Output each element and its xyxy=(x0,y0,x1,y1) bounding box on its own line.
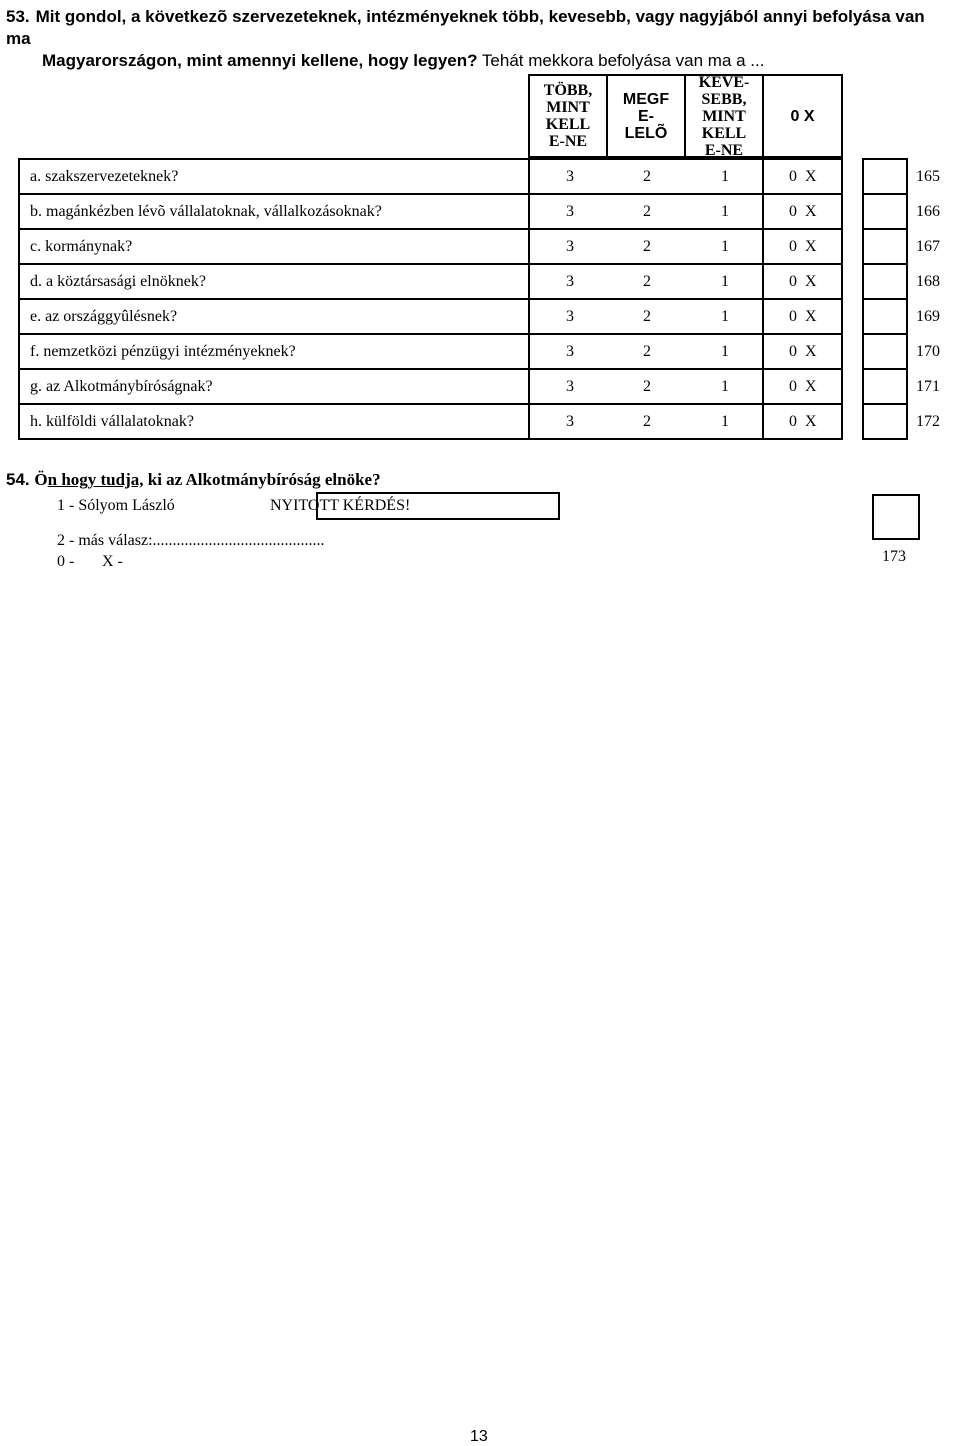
question-54-title xyxy=(6,470,381,490)
answer-codes xyxy=(530,335,841,370)
option-0[interactable]: 0 - xyxy=(57,553,75,570)
question-53-table xyxy=(18,158,843,440)
question-number: 53. xyxy=(6,7,30,26)
variable-number: 169 xyxy=(916,308,940,325)
answer-codes xyxy=(530,405,841,440)
option-2[interactable]: 2 - más válasz:........................................... xyxy=(57,532,325,549)
coding-box-divider xyxy=(864,263,906,265)
option-x[interactable]: X - xyxy=(102,553,123,570)
code-1[interactable]: 1 xyxy=(721,273,729,290)
code-1[interactable]: 1 xyxy=(721,203,729,220)
code-0x[interactable]: 0 X xyxy=(789,168,817,185)
answer-codes xyxy=(530,265,841,300)
answer-codes xyxy=(530,230,841,265)
row-label: d. a köztársasági elnöknek? xyxy=(30,273,206,290)
row-label: a. szakszervezeteknek? xyxy=(30,168,179,185)
question-text-start: Ö xyxy=(34,470,48,489)
question-number: 54. xyxy=(6,470,30,489)
code-1[interactable]: 1 xyxy=(721,413,729,430)
row-label: h. külföldi vállalatoknak? xyxy=(30,413,194,430)
code-3[interactable]: 3 xyxy=(566,203,574,220)
variable-number: 173 xyxy=(882,548,906,565)
coding-box-divider xyxy=(864,193,906,195)
variable-number: 170 xyxy=(916,343,940,360)
code-3[interactable]: 3 xyxy=(566,343,574,360)
table-row xyxy=(20,405,841,440)
code-0x[interactable]: 0 X xyxy=(789,273,817,290)
table-row xyxy=(20,370,841,405)
code-2[interactable]: 2 xyxy=(643,273,651,290)
code-0x[interactable]: 0 X xyxy=(789,378,817,395)
code-1[interactable]: 1 xyxy=(721,378,729,395)
row-label: g. az Alkotmánybíróságnak? xyxy=(30,378,213,395)
question-text-underlined: n hogy tudja, xyxy=(47,470,144,489)
answer-codes xyxy=(530,370,841,405)
row-label: e. az országgyûlésnek? xyxy=(30,308,178,325)
table-row xyxy=(20,195,841,230)
coding-boxes-column xyxy=(862,158,908,440)
code-2[interactable]: 2 xyxy=(643,168,651,185)
code-2[interactable]: 2 xyxy=(643,308,651,325)
code-0x[interactable]: 0 X xyxy=(789,203,817,220)
table-row xyxy=(20,160,841,195)
table-row xyxy=(20,265,841,300)
variable-number: 171 xyxy=(916,378,940,395)
header-more-than-should: TÖBB, MINT KELL E-NE xyxy=(528,74,608,158)
code-2[interactable]: 2 xyxy=(643,203,651,220)
code-1[interactable]: 1 xyxy=(721,343,729,360)
question-53-title xyxy=(6,6,951,72)
code-1[interactable]: 1 xyxy=(721,238,729,255)
code-3[interactable]: 3 xyxy=(566,378,574,395)
answer-codes xyxy=(530,195,841,230)
table-row xyxy=(20,230,841,265)
coding-box-173[interactable] xyxy=(872,494,920,540)
code-3[interactable]: 3 xyxy=(566,238,574,255)
variable-number: 165 xyxy=(916,168,940,185)
code-2[interactable]: 2 xyxy=(643,238,651,255)
row-label: b. magánkézben lévõ vállalatoknak, vállalkozásoknak? xyxy=(30,203,382,220)
question-text xyxy=(34,470,380,489)
question-text-line1: Mit gondol, a következõ szervezeteknek, intézményeknek több, kevesebb, vagy nagyjából annyi befolyása van ma xyxy=(6,7,925,48)
open-question-note: NYITOTT KÉRDÉS! xyxy=(270,497,411,514)
header-appropriate: MEGF E- LELÕ xyxy=(606,74,686,158)
variable-number: 172 xyxy=(916,413,940,430)
coding-box-divider xyxy=(864,298,906,300)
answer-codes xyxy=(530,160,841,195)
page-number: 13 xyxy=(470,1428,488,1445)
table-row xyxy=(20,335,841,370)
row-label: c. kormánynak? xyxy=(30,238,133,255)
code-3[interactable]: 3 xyxy=(566,308,574,325)
code-0x[interactable]: 0 X xyxy=(789,343,817,360)
code-0x[interactable]: 0 X xyxy=(789,238,817,255)
answer-codes xyxy=(530,300,841,335)
coding-box-divider xyxy=(864,333,906,335)
variable-number: 167 xyxy=(916,238,940,255)
header-dont-know: 0 X xyxy=(762,74,843,158)
code-3[interactable]: 3 xyxy=(566,273,574,290)
variable-number: 166 xyxy=(916,203,940,220)
code-0x[interactable]: 0 X xyxy=(789,308,817,325)
code-0x[interactable]: 0 X xyxy=(789,413,817,430)
coding-box-divider xyxy=(864,368,906,370)
coding-box-divider xyxy=(864,403,906,405)
code-3[interactable]: 3 xyxy=(566,168,574,185)
coding-box-divider xyxy=(864,228,906,230)
code-2[interactable]: 2 xyxy=(643,378,651,395)
code-1[interactable]: 1 xyxy=(721,308,729,325)
header-less-than-should: KEVE- SEBB, MINT KELL E-NE xyxy=(684,74,764,158)
code-2[interactable]: 2 xyxy=(643,413,651,430)
option-1[interactable]: 1 - Sólyom László xyxy=(57,497,175,514)
variable-number: 168 xyxy=(916,273,940,290)
code-1[interactable]: 1 xyxy=(721,168,729,185)
question-text-line2-bold: Magyarországon, mint amennyi kellene, hogy legyen? xyxy=(42,51,478,70)
table-row xyxy=(20,300,841,335)
code-3[interactable]: 3 xyxy=(566,413,574,430)
code-2[interactable]: 2 xyxy=(643,343,651,360)
question-text-line2 xyxy=(6,50,951,72)
question-text-line2-plain: Tehát mekkora befolyása van ma a ... xyxy=(477,51,765,70)
row-label: f. nemzetközi pénzügyi intézményeknek? xyxy=(30,343,296,360)
question-text-end: ki az Alkotmánybíróság elnöke? xyxy=(143,470,381,489)
